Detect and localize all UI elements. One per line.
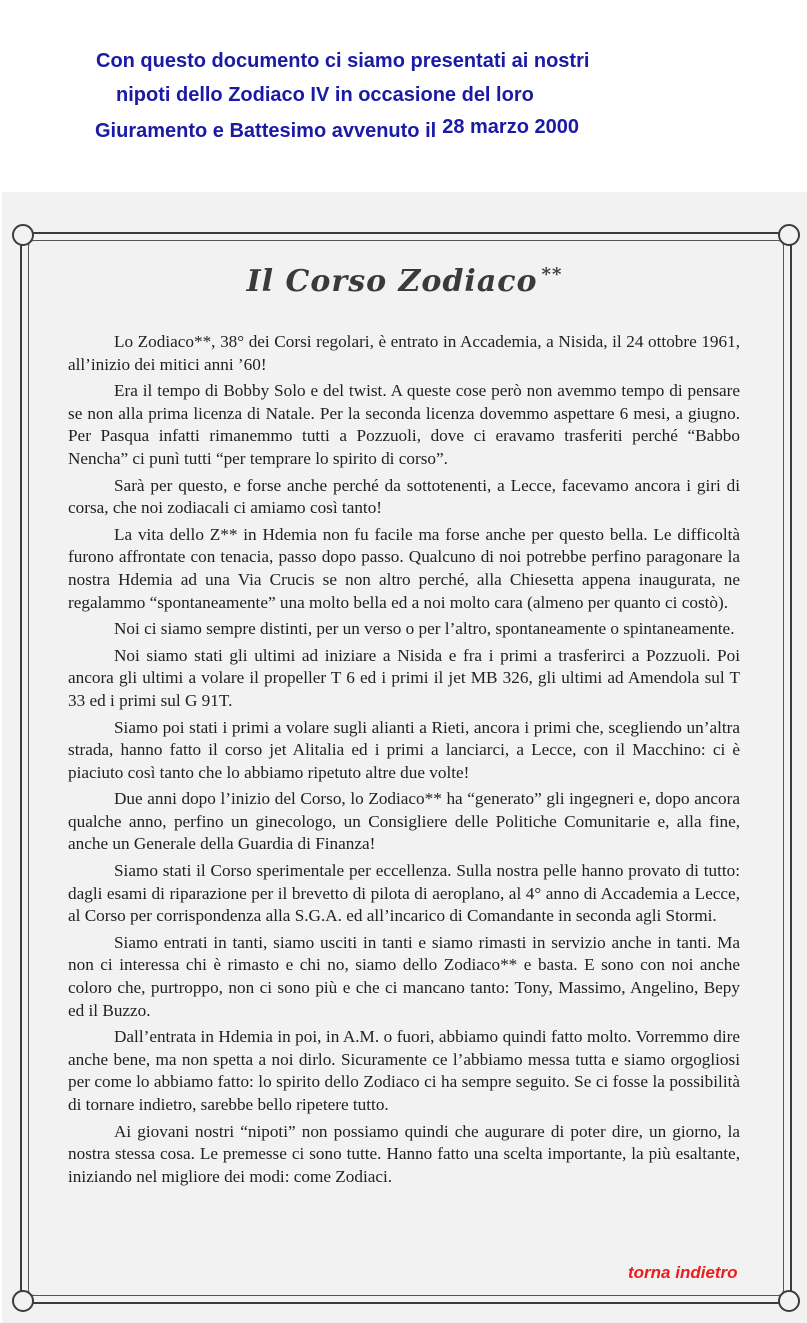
paragraph: Siamo stati il Corso sperimentale per eccellenza. Sulla nostra pelle hanno provato di tutto: dagli esami di riparazione per il brevetto di pilota di aeroplano, al 4° anno di Accademia a Lecce, al Corso per corrispondenza alla S.G.A. ed all’incarico di Comandante in seconda agli Stormi. xyxy=(68,861,740,926)
document-title-mark: ** xyxy=(541,264,563,285)
paragraph: Era il tempo di Bobby Solo e del twist. A queste cose però non avemmo tempo di pensare se non alla prima licenza di Natale. Per la seconda licenza dovemmo aspettare 6 mesi, a giugno. Per Pasqua infatti rimanemmo tutti a Pozzuoli, dove ci eravamo trasferiti perché “Babbo Nencha” ci punì tutti “per temprare lo spirito di corso”. xyxy=(68,381,740,468)
paragraph: Dall’entrata in Hdemia in poi, in A.M. o fuori, abbiamo quindi fatto molto. Vorremmo dire anche bene, ma non spetta a noi dirlo. Sicuramente ce l’abbiamo messa tutta e siamo orgogliosi per come lo abbiamo fatto: lo spirito dello Zodiaco ci ha sempre seguito. Se ci fosse la possibilità di tornare indietro, sarebbe bello ripetere tutto. xyxy=(68,1027,740,1114)
frame-corner-ornament xyxy=(12,224,34,246)
paragraph: Sarà per questo, e forse anche perché da sottotenenti, a Lecce, facevamo ancora i giri di corsa, che noi zodiacali ci amiamo così tanto! xyxy=(68,475,740,518)
paragraph: Siamo poi stati i primi a volare sugli alianti a Rieti, ancora i primi che, scegliendo un’altra strada, hanno fatto il corso jet Alitalia ed i primi a lanciarci, a Lecce, con il Macchino: ci è piaciuto così tanto che lo abbiamo ripetuto altre due volte! xyxy=(68,717,740,782)
intro-line-3-text: Giuramento e Battesimo avvenuto il xyxy=(95,120,437,142)
back-link[interactable]: torna indietro xyxy=(628,1263,738,1282)
intro-line-1: Con questo documento ci siamo presentati ai nostri xyxy=(96,50,590,72)
paragraph: La vita dello Z** in Hdemia non fu facile ma forse anche per questo bella. Le difficoltà furono affrontate con tenacia, passo dopo passo. Qualcuno di noi potrebbe perfino paragonare la nostra Hdemia ad una Via Crucis se non altro perché, alla Chiesetta appena inaugurata, ne regalammo “spontaneamente” una molto bella ed a noi molto cara (almeno per quanto ci costò). xyxy=(68,524,740,612)
paragraph: Noi siamo stati gli ultimi ad iniziare a Nisida e fra i primi a trasferirci a Pozzuoli. Poi ancora gli ultimi a volare il propeller T 6 ed i primi il jet MB 326, gli ultimi ad Amendola sul T 33 ed i primi sul G 91T. xyxy=(68,645,740,710)
paragraph: Noi ci siamo sempre distinti, per un verso o per l’altro, spontaneamente o spintaneamente. xyxy=(114,619,735,639)
document-title xyxy=(2,264,807,299)
paragraph: Lo Zodiaco**, 38° dei Corsi regolari, è entrato in Accademia, a Nisida, il 24 ottobre 1961, all’inizio dei mitici anni ’60! xyxy=(68,332,740,374)
paragraph: Siamo entrati in tanti, siamo usciti in tanti e siamo rimasti in servizio anche in tanti. Ma non ci interessa chi è rimasto e chi no, siamo dello Zodiaco** e basta. E sono con noi anche coloro che, purtroppo, non ci sono più e che ci mancano tanto: Tony, Massimo, Angelino, Bepy ed il Buzzo. xyxy=(68,932,740,1020)
paragraph: Due anni dopo l’inizio del Corso, lo Zodiaco** ha “generato” gli ingegneri e, dopo ancora qualche anno, perfino un ginecologo, un Consigliere delle Politiche Comunitarie e, alla fine, anche un Generale della Guardia di Finanza! xyxy=(68,789,740,854)
document-title-text: Il Corso Zodiaco xyxy=(246,264,538,299)
paragraph: Ai giovani nostri “nipoti” non possiamo quindi che augurare di poter dire, un giorno, la nostra stessa cosa. Le premesse ci sono tutte. Hanno fatto una scelta importante, la più esaltante, iniziando nel migliore dei modi: come Zodiaci. xyxy=(68,1121,740,1186)
intro-line-2: nipoti dello Zodiaco IV in occasione del loro xyxy=(116,84,534,106)
frame-corner-ornament xyxy=(778,1290,800,1312)
frame-corner-ornament xyxy=(12,1290,34,1312)
document-body xyxy=(68,331,740,1192)
ceremony-date: 28 marzo 2000 xyxy=(442,116,579,138)
frame-corner-ornament xyxy=(778,224,800,246)
scanned-document xyxy=(2,192,807,1323)
intro-line-3 xyxy=(95,116,579,143)
